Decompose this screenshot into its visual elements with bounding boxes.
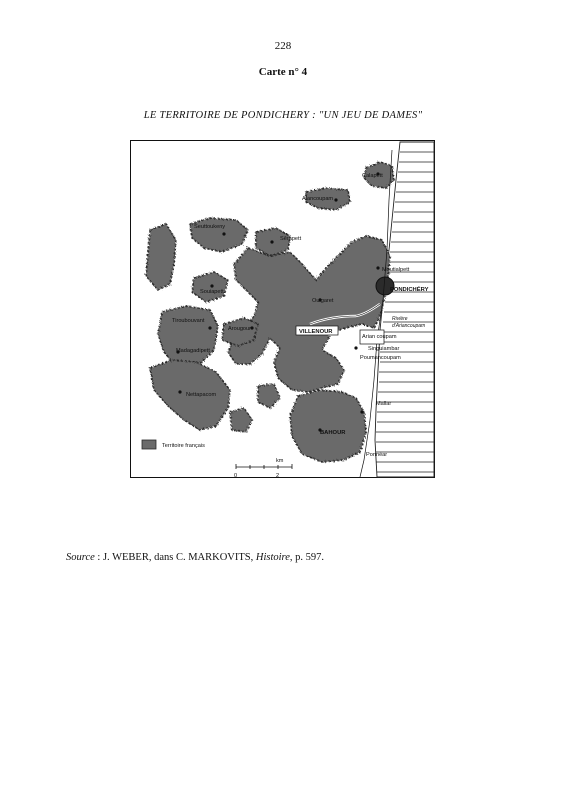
place-poumancoupam: Poumancoupam: [360, 355, 401, 361]
place-tiroubouvant: Tiroubouvant: [172, 318, 205, 324]
territory-bahour: [290, 390, 366, 462]
place-mallar: Mallar: [376, 401, 392, 407]
place-pondichery: PONDICHÉRY: [390, 287, 429, 293]
scale-tick-2: 2: [276, 473, 280, 478]
place-villenour: VILLENOUR: [299, 329, 333, 335]
legend-swatch: [142, 440, 156, 449]
map-title: LE TERRITOIRE DE PONDICHERY : "UN JEU DE DAMES": [143, 110, 423, 121]
source-work: Histoire: [255, 552, 290, 563]
map-figure: [130, 140, 435, 478]
place-singuiambar: Singuiambar: [368, 346, 400, 352]
source-author: : J. WEBER, dans C. MARKOVITS,: [94, 552, 256, 563]
place-arougour: Arougour: [228, 326, 252, 332]
source-citation: [66, 552, 324, 563]
source-prefix: Source: [66, 552, 95, 563]
place-moutialpett: Moutialpett: [382, 267, 410, 273]
river-label-line1: Rivière: [392, 316, 408, 322]
place-souiapett: Souiapett: [200, 289, 224, 295]
source-pages: , p. 597.: [289, 552, 325, 563]
place-serapett: Sêrapett: [280, 236, 302, 242]
river-label-line2: d'Ariancoupam: [392, 323, 426, 329]
place-bahour: BAHOUR: [320, 430, 346, 436]
place-ponnear: Ponnéar: [366, 452, 388, 458]
page-number: 228: [274, 40, 292, 52]
place-ariancoupam: Arian coupam: [362, 334, 397, 340]
territory-west: [146, 224, 176, 290]
place-calapett: Calapett: [362, 173, 383, 179]
legend-label: Territoire français: [162, 443, 205, 449]
place-oulgaret: Oulgaret: [312, 298, 334, 304]
place-alancoupam: Alancoupam: [302, 196, 334, 202]
map-svg: [130, 140, 435, 478]
place-nettapacom: Nettapacom: [186, 392, 217, 398]
map-number-label: Carte n° 4: [258, 66, 308, 78]
place-seuttoukeny: Seuttoukeny: [194, 224, 226, 230]
place-madagadipett: Madagadipett: [176, 348, 210, 354]
scale-unit: km: [276, 458, 284, 464]
scale-tick-0: 0: [234, 473, 238, 478]
